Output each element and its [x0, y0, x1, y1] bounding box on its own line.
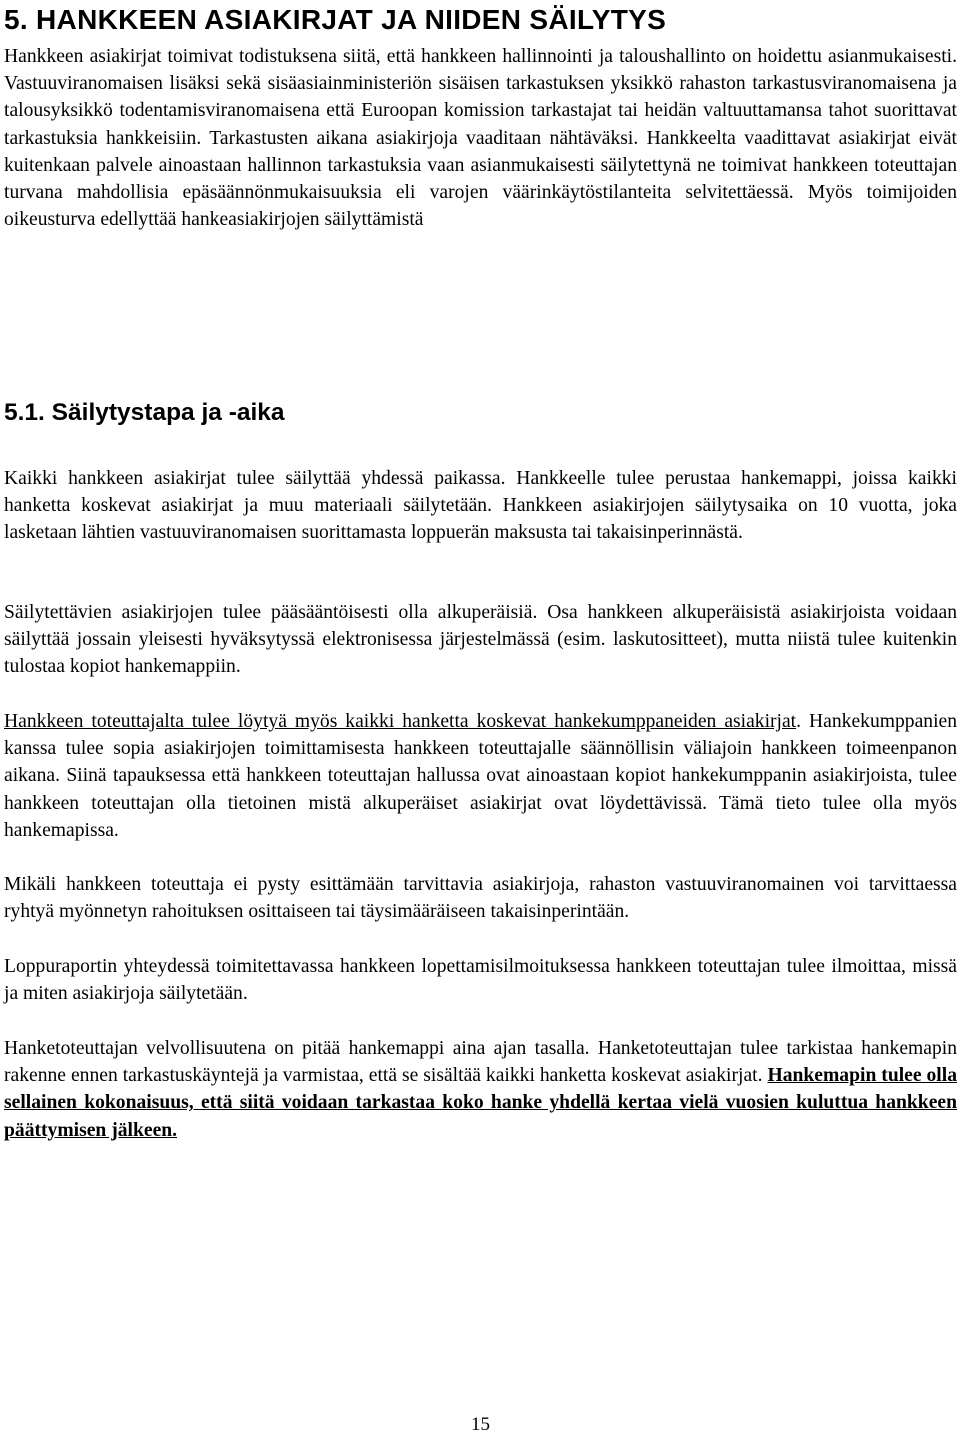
- section-paragraph-4: Mikäli hankkeen toteuttaja ei pysty esittämään tarvittavia asiakirjoja, rahaston vastuuviranomainen voi tarvittaessa ryhtyä myönnetyn rahoituksen osittaiseen tai täysimääräiseen takaisinperintään.: [4, 874, 957, 923]
- section-paragraph-3: [4, 708, 957, 844]
- chapter-heading: 5. HANKKEEN ASIAKIRJAT JA NIIDEN SÄILYTYS: [4, 4, 667, 35]
- section-heading: 5.1. Säilytystapa ja -aika: [4, 399, 285, 426]
- partner-documents-underlined-text: Hankkeen toteuttajalta tulee löytyä myös kaikki hanketta koskevat hankekumppaneiden asiakirjat: [4, 711, 797, 732]
- section-paragraph-1: Kaikki hankkeen asiakirjat tulee säilyttää yhdessä paikassa. Hankkeelle tulee perustaa hankemappi, joissa kaikki hanketta koskevat asiakirjat ja muu materiaali säilytetään. Hankkeen asiakirjojen säilytysaika on 10 vuotta, joka lasketaan lähtien vastuuviranomaisen suorittamasta loppuerän maksusta tai takaisinperinnästä.: [4, 468, 957, 544]
- section-paragraph-2: Säilytettävien asiakirjojen tulee pääsääntöisesti olla alkuperäisiä. Osa hankkeen alkuperäisistä asiakirjoista voidaan säilyttää jossain yleisesti hyväksytyssä elektronisessa järjestelmässä (esim. laskutositteet), mutta niistä tulee kuitenkin tulostaa kopiot hankemappiin.: [4, 602, 957, 678]
- folder-upkeep-text: Hanketoteuttajan velvollisuutena on pitää hankemappi aina ajan tasalla. Hanketoteuttajan tulee tarkistaa hankemapin rakenne ennen tarkastuskäyntejä ja varmistaa, että se sisältää kaikki hanketta koskevat asiakirjat.: [4, 1038, 957, 1087]
- folder-requirement-emphasis: Hankemapin tulee olla sellainen kokonaisuus, että siitä voidaan tarkastaa koko hanke yhdellä kertaa vielä vuosien kuluttua hankkeen päättymisen jälkeen.: [4, 1065, 957, 1141]
- page-number: 15: [471, 1414, 490, 1435]
- partner-documents-text: . Hankekumppanien kanssa tulee sopia asiakirjojen toimittamisesta hankkeen toteuttajalle säännöllisin väliajoin hankkeen toimeenpanon aikana. Siinä tapauksessa että hankkeen toteuttajan hallussa ovat ainoastaan kopiot hankekumppanin asiakirjoista, tulee hankkeen toteuttajan olla tietoinen mistä alkuperäiset asiakirjat ovat löydettävissä. Tämä tieto tulee olla myös hankemapissa.: [4, 711, 958, 841]
- chapter-paragraph-1: Hankkeen asiakirjat toimivat todistuksena siitä, että hankkeen hallinnointi ja taloushallinto on hoidettu asianmukaisesti. Vastuuviranomaisen lisäksi sekä sisäasiainministeriön sisäisen tarkastuksen yksikkö rahaston tarkastusviranomaisena ja talousyksikkö todentamisviranomaisena että Euroopan komission tarkastajat tai heidän valtuuttamansa tahot suorittavat tarkastuksia hankkeisiin. Tarkastusten aikana asiakirjoja vaaditaan nähtäväksi. Hankkeelta vaadittavat asiakirjat eivät kuitenkaan palvele ainoastaan hallinnon tarkastuksia vaan asianmukaisesti säilytettynä ne toimivat hankkeen toteuttajan turvana mahdollisia epäsäännönmukaisuuksia eli varojen väärinkäytöstilanteita selvitettäessä. Myös toimijoiden oikeusturva edellyttää hankeasiakirjojen säilyttämistä: [4, 46, 957, 231]
- section-paragraph-6: [4, 1035, 957, 1144]
- section-paragraph-5: Loppuraportin yhteydessä toimitettavassa hankkeen lopettamisilmoituksessa hankkeen toteuttajan tulee ilmoittaa, missä ja miten asiakirjoja säilytetään.: [4, 956, 957, 1005]
